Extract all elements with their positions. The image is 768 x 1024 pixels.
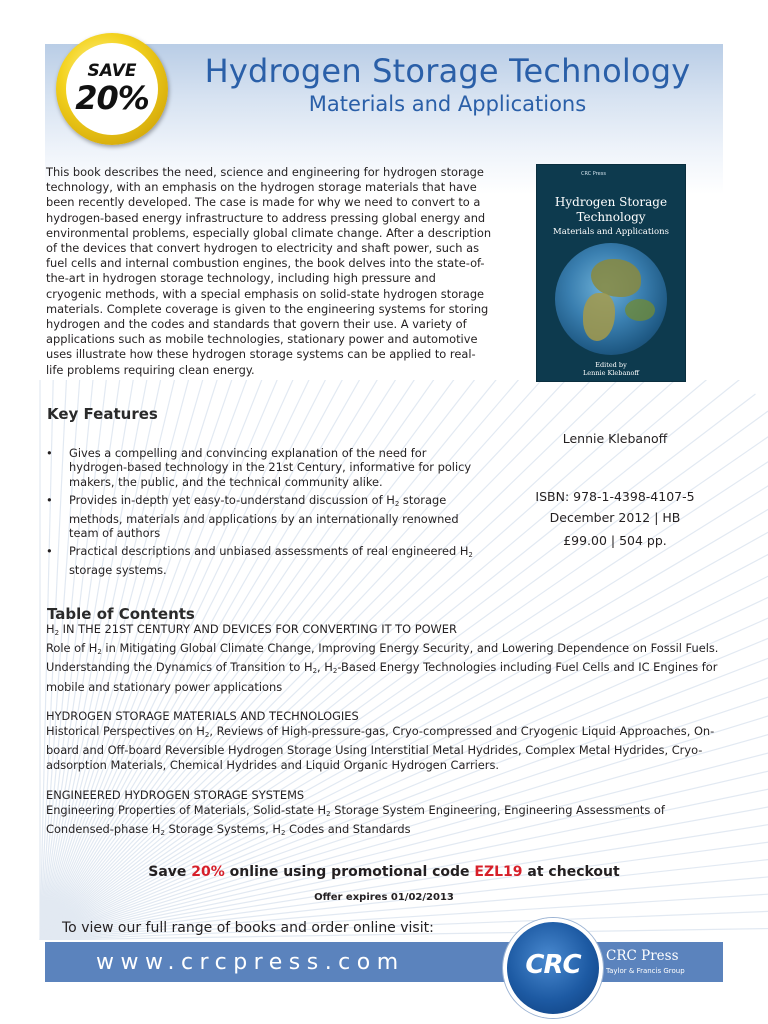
toc-section-title (46, 622, 726, 641)
key-features-heading: Key Features (47, 405, 158, 423)
publisher-name: CRC Press (606, 948, 679, 964)
feature-text: storage systems. (69, 562, 167, 577)
cover-edited-by: Edited by (595, 361, 627, 369)
toc-section-title: HYDROGEN STORAGE MATERIALS AND TECHNOLOGIES (46, 708, 359, 723)
toc-text: Storage System Engineering, Engineering Assessments of Condensed-phase H (46, 802, 665, 837)
price: £99.00 | 504 pp. (563, 533, 667, 548)
view-range-text: To view our full range of books and order online visit: (62, 920, 434, 936)
toc-text: -Based Energy Technologies including Fuel Cells and IC Engines for mobile and stationary power applications (46, 660, 718, 694)
cover-publisher-logo: CRC Press (581, 171, 606, 177)
toc-heading: Table of Contents (47, 605, 195, 623)
crc-logo-text: CRC (525, 950, 581, 980)
subscript: 2 (97, 648, 102, 657)
subscript: 2 (332, 667, 338, 676)
globe-landmass (625, 299, 655, 321)
table-of-contents (46, 622, 726, 855)
badge-save-label: SAVE (87, 61, 137, 81)
promo-percent: 20% (191, 864, 225, 880)
toc-section (46, 709, 726, 774)
promo-text: online using promotional code (224, 864, 475, 880)
feature-item (46, 493, 486, 540)
globe-landmass (583, 293, 615, 341)
feature-item (46, 446, 486, 489)
globe-landmass (591, 259, 641, 297)
feature-item (46, 544, 486, 577)
subscript: 2 (468, 551, 473, 560)
feature-text: Practical descriptions and unbiased assessments of real engineered H (69, 544, 469, 559)
toc-text: , H (317, 660, 333, 675)
toc-section-title: ENGINEERED HYDROGEN STORAGE SYSTEMS (46, 787, 305, 802)
toc-text: Storage Systems, H (164, 822, 281, 837)
bullet-icon: • (46, 446, 53, 460)
book-cover-image (537, 165, 685, 381)
badge-percent: 20% (75, 79, 149, 117)
publication-date: December 2012 | HB (549, 510, 681, 525)
toc-text: , Reviews of High-pressure-gas, Cryo-compressed and Cryogenic Liquid Approaches, On-board and Off-board Reversible Hydrogen Storage Using Interstitial Metal Hydrides, Complex Metal Hydrides, Cryo-adsorption Materials, Chemical Hydrides and Liquid Organic Hydrogen Carriers. (46, 724, 715, 773)
cover-subtitle: Materials and Applications (553, 227, 669, 237)
subscript: 2 (280, 829, 286, 838)
save-badge-face (66, 43, 158, 135)
feature-text: Gives a compelling and convincing explanation of the need for hydrogen-based technology in the 21st Century, informative for policy makers, the public, and the technical community alike. (69, 446, 472, 489)
offer-expiry: Offer expires 01/02/2013 (314, 892, 454, 903)
subscript: 2 (394, 500, 400, 509)
bullet-icon: • (46, 544, 53, 559)
subscript: 2 (326, 809, 331, 818)
save-badge (56, 33, 168, 145)
cover-title (537, 195, 685, 225)
bullet-icon: • (46, 493, 53, 508)
promo-text: at checkout (522, 864, 620, 880)
toc-text: Historical Perspectives on H (46, 724, 205, 739)
promo-code: EZL19 (474, 864, 523, 880)
cover-title-line2: Technology (576, 210, 646, 224)
toc-section-body (46, 641, 726, 695)
toc-text: in Mitigating Global Climate Change, Improving Energy Security, and Lowering Dependence on Fossil Fuels. Understanding the Dynamics of Transition to H (46, 641, 719, 675)
isbn: ISBN: 978-1-4398-4107-5 (535, 489, 695, 504)
feature-text: storage methods, materials and applications by an internationally renowned team of authors (69, 493, 459, 541)
globe-illustration (555, 243, 667, 355)
toc-text: Engineering Properties of Materials, Solid-state H (46, 802, 327, 817)
toc-section (46, 622, 726, 695)
book-subtitle: Materials and Applications (308, 92, 587, 116)
subscript: 2 (54, 629, 60, 637)
crc-logo (503, 918, 603, 1018)
subscript: 2 (312, 667, 318, 676)
promo-text: Save (148, 864, 192, 880)
promo-line (0, 864, 768, 880)
toc-section (46, 788, 726, 842)
toc-section-body (46, 803, 726, 841)
subscript: 2 (204, 731, 210, 740)
toc-title-text: H (46, 622, 55, 636)
subscript: 2 (160, 829, 165, 838)
cover-title-line1: Hydrogen Storage (554, 195, 668, 209)
publisher-group: Taylor & Francis Group (606, 967, 685, 975)
cover-author (537, 361, 685, 377)
cover-author-name: Lennie Klebanoff (582, 369, 640, 377)
feature-text: Provides in-depth yet easy-to-understand discussion of H (69, 493, 395, 508)
toc-title-text: IN THE 21ST CENTURY AND DEVICES FOR CONVERTING IT TO POWER (59, 622, 457, 636)
toc-text: Codes and Standards (285, 822, 411, 837)
website-link[interactable]: www.crcpress.com (96, 950, 405, 975)
toc-text: Role of H (46, 641, 98, 656)
key-features-list (46, 446, 486, 581)
book-description: This book describes the need, science and engineering for hydrogen storage technology, with an emphasis on the hydrogen storage materials that have been recently developed. The case is made for why we need to convert to a hydrogen-based energy infrastructure to address pressing global energy and environmental problems, especially global climate change. After a description of the devices that convert hydrogen to electricity and shaft power, such as fuel cells and internal combustion engines, the book delves into the state-of-the-art in hydrogen storage technology, including high pressure and cryogenic methods, with a special emphasis on solid-state hydrogen storage materials. Complete coverage is given to the engineering systems for storing hydrogen and the codes and standards that govern their use. A variety of applications such as mobile technologies, stationary power and automotive uses illustrate how these hydrogen storage systems can be applied to real-life problems requiring clean energy. (46, 165, 492, 377)
toc-section-body (46, 724, 726, 774)
author-name: Lennie Klebanoff (562, 431, 668, 446)
book-title: Hydrogen Storage Technology (204, 52, 691, 90)
